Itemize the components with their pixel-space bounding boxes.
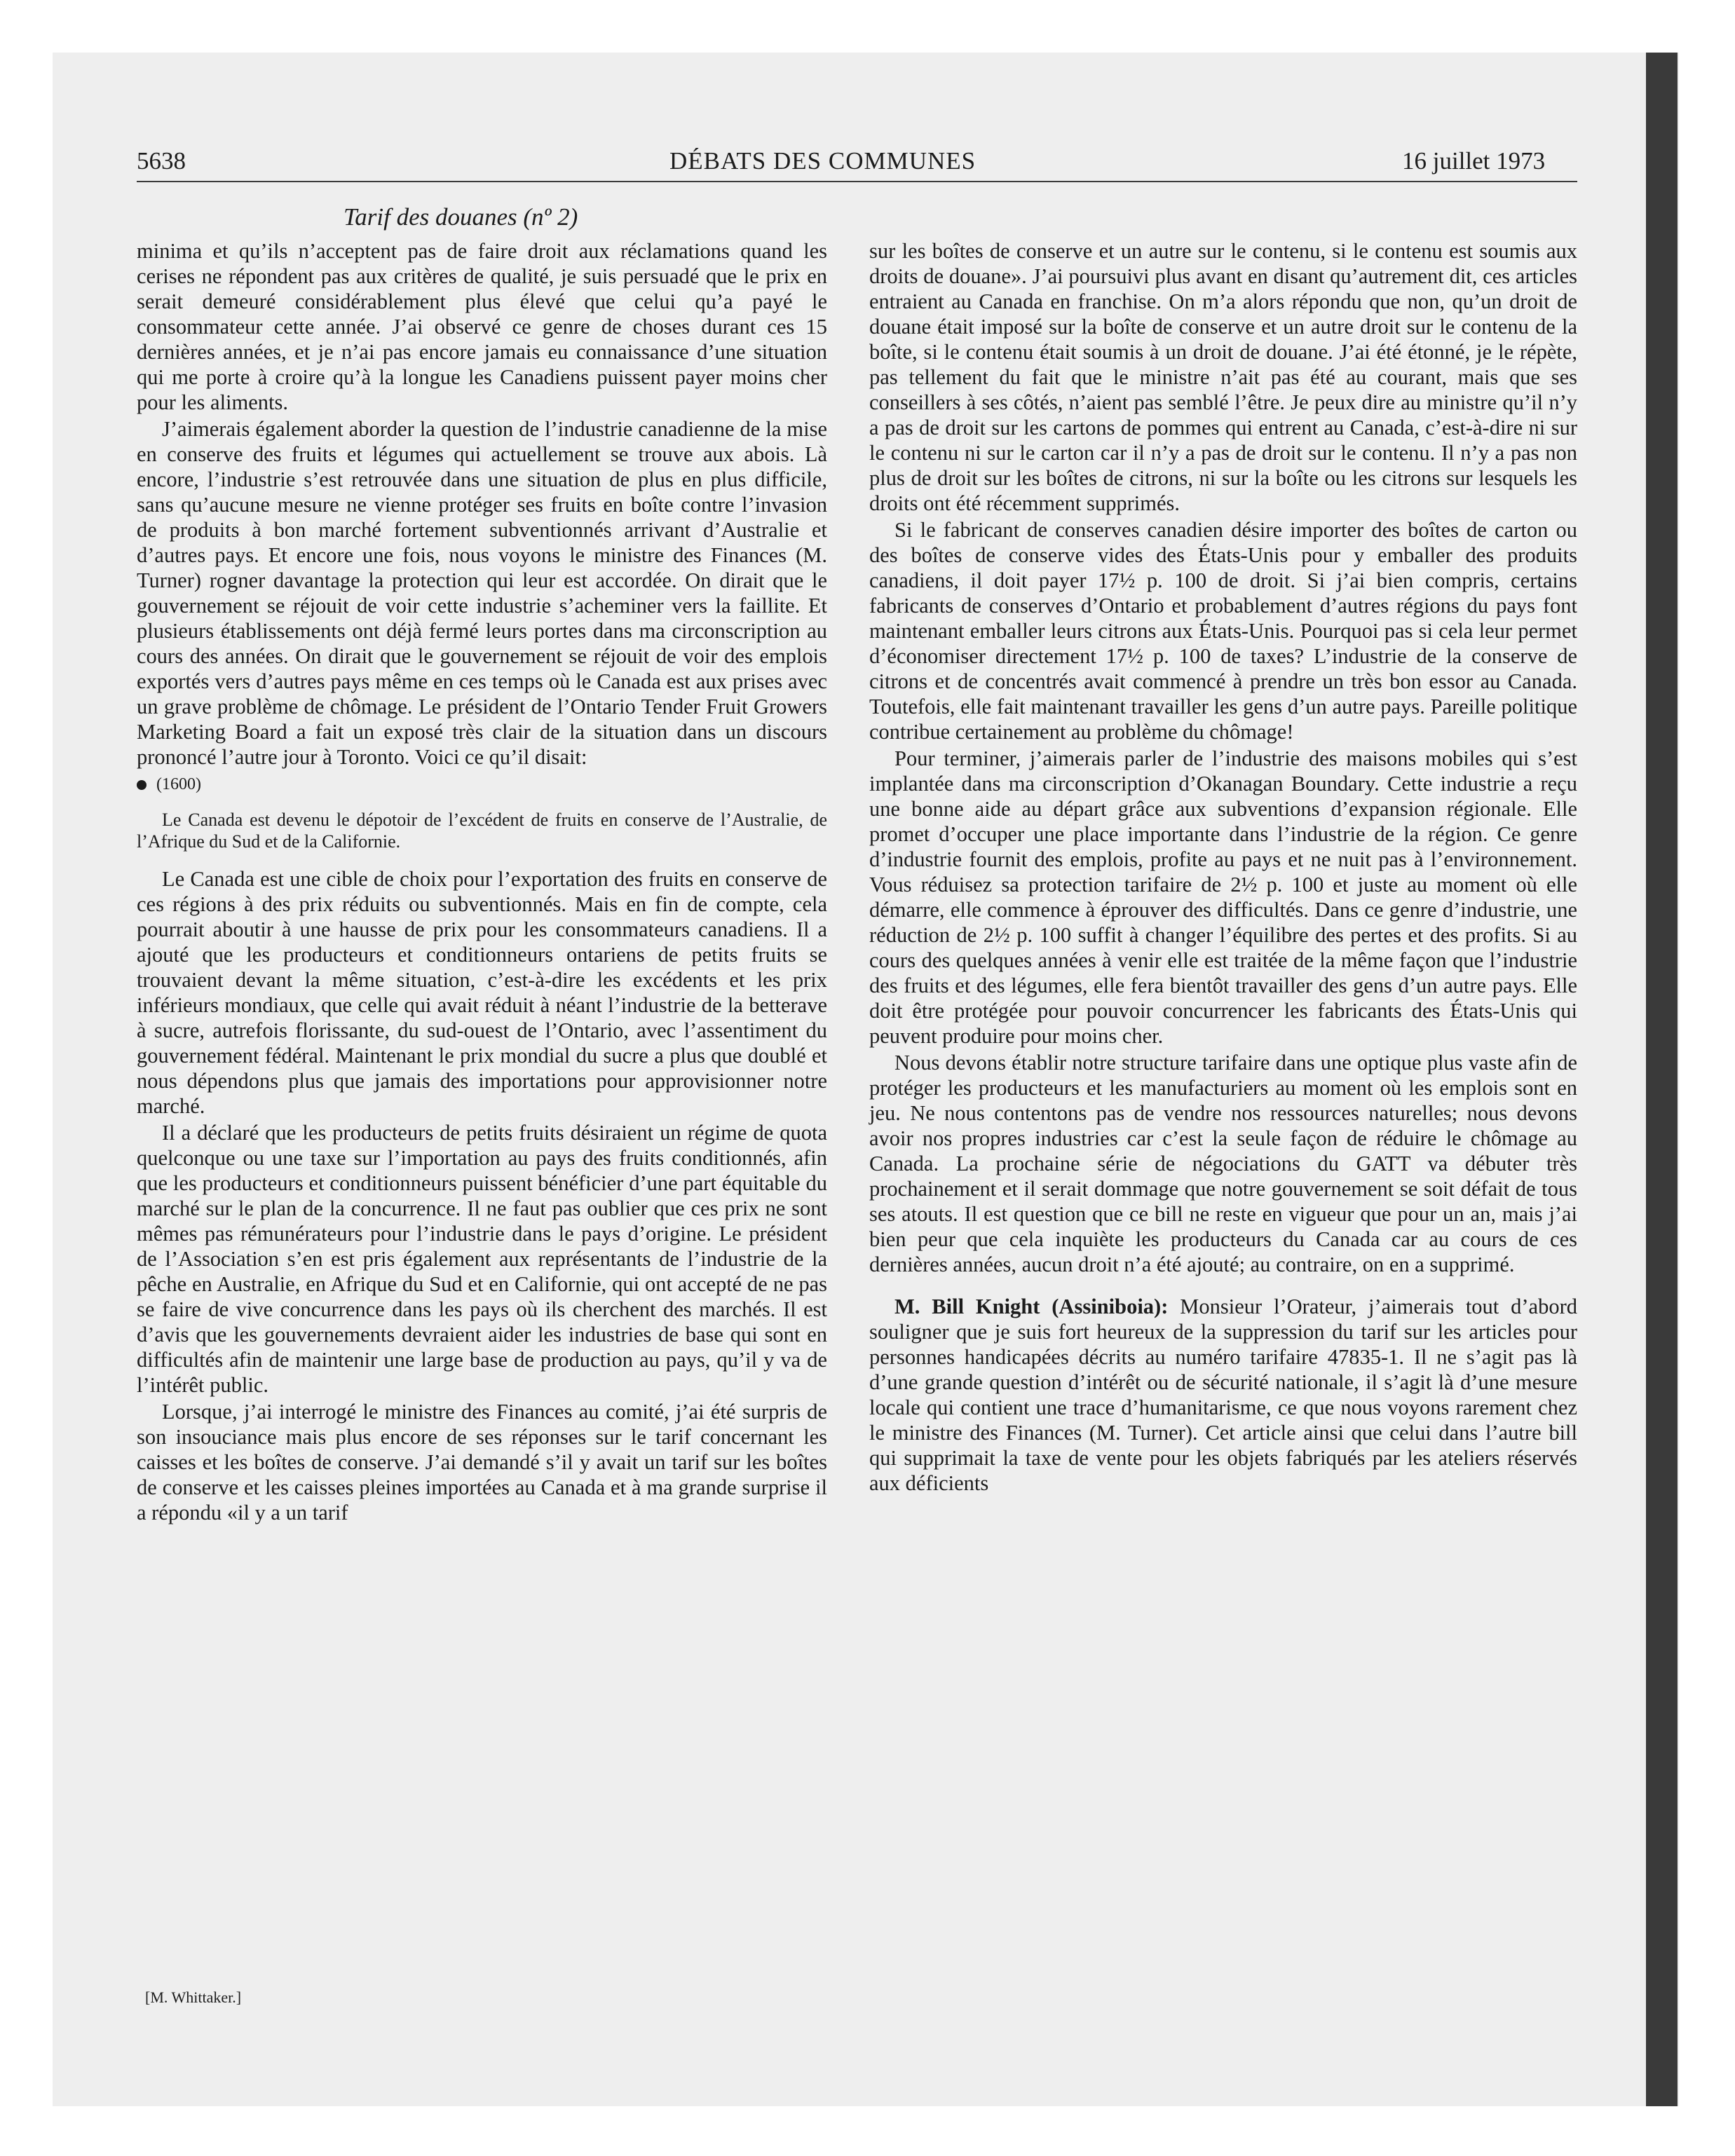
timestamp: (1600) <box>156 775 201 793</box>
paragraph: Le Canada est une cible de choix pour l’exportation des fruits en conserve de ces régions à des prix réduits ou subventionnés. Mais en fin de compte, cela pourrait aboutir à une hausse de prix pour les consommateurs canadiens. Il a ajouté que les producteurs et conditionneurs ontariens de petits fruits se trouvaient devant la même situation, c’est-à-dire les excédents et les prix inférieurs mondiaux, que celle qui avait réduit à néant l’industrie de la betterave à sucre, autrefois florissante, du sud-ouest de l’Ontario, avec l’assentiment du gouvernement fédéral. Maintenant le prix mondial du sucre a plus que doublé et nous dépendons plus que jamais des importations pour approvisionner notre marché. <box>137 867 827 1118</box>
paragraph: Si le fabricant de conserves canadien désire importer des boîtes de carton ou des boîtes de conserve vides des États-Unis pour y emballer des produits canadiens, il doit payer 17½ p. 100 de droit. Si j’ai bien compris, certains fabricants de conserves d’Ontario et probablement d’autres régions du pays font maintenant emballer leurs citrons aux États-Unis. Pourquoi pas si cela leur permet d’économiser directement 17½ p. 100 de taxes? L’industrie de la conserve de citrons et de concentrés avait commencé à prendre un très bon essor au Canada. Toutefois, elle fait maintenant travailler les gens d’un autre pays. Pareille politique contribue certainement au problème du chômage! <box>869 518 1577 744</box>
paragraph: J’aimerais également aborder la question de l’industrie canadienne de la mise en conserve des fruits et légumes qui actuellement se trouve aux abois. Là encore, l’industrie s’est retrouvée dans une situation de plus en plus difficile, sans qu’aucune mesure ne vienne protéger ses fruits en boîte contre l’invasion de produits à bon marché fortement subventionnés arrivant d’Australie et d’autres pays. Et encore une fois, nous voyons le ministre des Finances (M. Turner) rogner davantage la protection qui leur est accordée. On dirait que le gouvernement se réjouit de voir cette industrie s’acheminer vers la faillite. Et plusieurs établissements ont déjà fermé leurs portes dans ma circonscription au cours des années. On dirait que le gouvernement se réjouit de voir des emplois exportés vers d’autres pays même en ces temps où le Canada est aux prises avec un grave problème de chômage. Le président de l’Ontario Tender Fruit Growers Marketing Board a fait un exposé très clair de la situation dans un discours prononcé l’autre jour à Toronto. Voici ce qu’il disait: <box>137 417 827 769</box>
speech-paragraph <box>869 1294 1577 1496</box>
paragraph: sur les boîtes de conserve et un autre sur le contenu, si le contenu est soumis aux droits de douane». J’ai poursuivi plus avant en disant qu’autrement dit, ces articles entraient au Canada en franchise. On m’a alors répondu que non, qu’un droit de douane était imposé sur la boîte de conserve et un autre droit sur le contenu de la boîte, si le contenu était soumis à un droit de douane. J’ai été étonné, je le répète, pas tellement du fait que le ministre n’ait pas été au courant, mais que ses conseillers à ses côtés, n’aient pas semblé l’être. Je peux dire au ministre qu’il n’y a pas de droit sur les cartons de pommes qui entrent au Canada, c’est-à-dire ni sur le contenu ni sur le carton car il n’y a pas de droit sur le contenu. Il n’y a pas non plus de droit sur les boîtes de citrons, ni sur la boîte ou les citrons sur lesquels les droits ont été récemment supprimés. <box>869 239 1577 515</box>
block-quote: Le Canada est devenu le dépotoir de l’excédent de fruits en conserve de l’Australie, de l’Afrique du Sud et de la Californie. <box>137 810 827 852</box>
speaker-attribution: [M. Whittaker.] <box>145 1988 242 2006</box>
timestamp-marker <box>137 774 827 795</box>
page-date: 16 juillet 1973 <box>1402 147 1546 175</box>
section-title: Tarif des douanes (nº 2) <box>343 203 578 231</box>
left-column <box>137 238 827 1525</box>
speech-text: Monsieur l’Orateur, j’aimerais tout d’abord souligner que je suis fort heureux de la suppression du tarif sur les articles pour personnes handicapées décrits au numéro tarifaire 47835-1. Il ne s’agit pas là d’une grande question d’intérêt ou de sécurité nationale, il s’agit là d’une mesure locale qui contient une trace d’humanitarisme, ce que nous voyons rarement chez le ministre des Finances (M. Turner). Cet article ainsi que celui dans l’autre bill qui supprimait la taxe de vente pour les objets fabriqués par les ateliers réservés aux déficients <box>869 1295 1577 1495</box>
scan-binding-edge <box>1646 53 1678 2106</box>
header-rule <box>137 181 1577 182</box>
running-title: DÉBATS DES COMMUNES <box>669 147 977 175</box>
paragraph: Pour terminer, j’aimerais parler de l’industrie des maisons mobiles qui s’est implantée dans ma circonscription d’Okanagan Boundary. Cette industrie a reçu une bonne aide au départ grâce aux subventions d’expansion régionale. Elle promet d’occuper une place importante dans l’industrie de la région. Ce genre d’industrie fournit des emplois, profite au pays et ne nuit pas à l’environnement. Vous réduisez sa protection tarifaire de 2½ p. 100 et juste au moment où elle démarre, elle commence à éprouver des difficultés. Dans ce genre d’industrie, une réduction de 2½ p. 100 suffit à changer l’équilibre des pertes et des profits. Si au cours des quelques années à venir elle est traitée de la même façon que l’industrie des fruits et des légumes, elle fera bientôt travailler des gens d’un autre pays. Elle doit être protégée pour pouvoir concurrencer les fabricants des États-Unis qui peuvent produire pour moins cher. <box>869 746 1577 1048</box>
paragraph: Lorsque, j’ai interrogé le ministre des Finances au comité, j’ai été surpris de son insouciance mais plus encore de ses réponses sur le tarif concernant les caisses et les boîtes de conserve. J’ai demandé s’il y avait un tarif sur les boîtes de conserve et les caisses pleines importées au Canada et à ma grande surprise il a répondu «il y a un tarif <box>137 1400 827 1524</box>
paragraph: Nous devons établir notre structure tarifaire dans une optique plus vaste afin de protéger les producteurs et les manufacturiers au moment où les emplois sont en jeu. Ne nous contentons pas de vendre nos ressources naturelles; nous devons avoir nos propres industries car c’est la seule façon de réduire le chômage au Canada. La prochaine série de négociations du GATT va débuter très prochainement et il serait dommage que notre gouvernement se soit défait de tous ses atouts. Il est question que ce bill ne reste en vigueur que pour un an, mais j’ai bien peur que cela inquiète les producteurs du Canada car au cours de ces dernières années, aucun droit n’a été ajouté; au contraire, on en a supprimé. <box>869 1051 1577 1276</box>
speaker-name: M. Bill Knight (Assiniboia): <box>894 1295 1169 1318</box>
right-column <box>869 238 1577 1496</box>
bullet-icon <box>137 780 147 790</box>
page-number: 5638 <box>137 147 186 175</box>
paragraph: minima et qu’ils n’acceptent pas de faire droit aux réclamations quand les cerises ne répondent pas aux critères de qualité, je suis persuadé que le prix en serait demeuré considérablement plus élevé que celui qu’a payé le consommateur cette année. J’ai observé ce genre de choses durant ces 15 dernières années, et je n’ai pas encore jamais eu connaissance d’une situation qui me porte à croire qu’à la longue les Canadiens puissent payer moins cher pour les aliments. <box>137 239 827 414</box>
paragraph: Il a déclaré que les producteurs de petits fruits désiraient un régime de quota quelconque ou une taxe sur l’importation au pays des fruits conditionnés, afin que les producteurs et conditionneurs puissent bénéficier d’une part équitable du marché sur le plan de la concurrence. Il ne faut pas oublier que ces prix ne sont mêmes pas rémunérateurs pour l’industrie dans le pays d’origine. Le président de l’Association s’en est pris également aux représentants de l’industrie de la pêche en Australie, en Afrique du Sud et en Californie, qui ont accepté de ne pas se faire de vive concurrence dans les pays où ils cherchent des marchés. Il est d’avis que les gouvernements devraient aider les industries de base qui sont en difficultés afin de maintenir une large base de production au pays, qu’il y va de l’intérêt public. <box>137 1121 827 1397</box>
